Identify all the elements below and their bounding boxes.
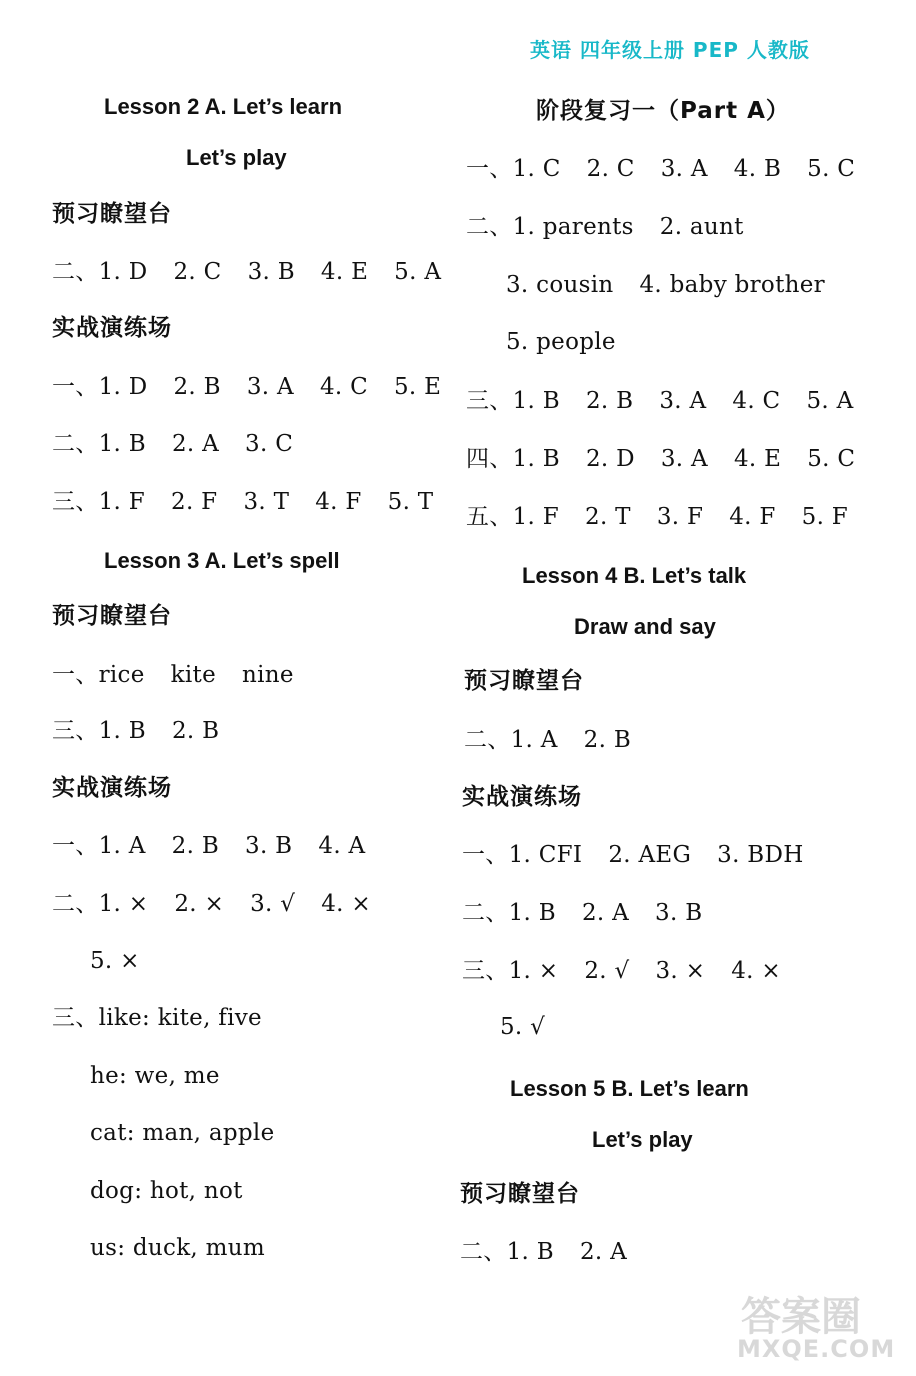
answer-item: 5. A — [806, 388, 854, 414]
answer-row — [462, 844, 804, 867]
answer-row — [52, 433, 293, 456]
section-preview: 预习瞭望台 — [464, 668, 584, 694]
answer-item: 一、1. CFI — [462, 842, 583, 868]
answer-item: 3. B — [245, 833, 293, 859]
answer-item: 5. A — [394, 259, 442, 285]
section-preview: 预习瞭望台 — [52, 201, 172, 227]
answer-row — [52, 261, 441, 284]
answer-item: 2. √ — [584, 958, 630, 984]
answer-item: 三、1. × — [462, 958, 559, 984]
lesson-4-subtitle: Draw and say — [574, 614, 716, 639]
answer-item: 三、1. F — [52, 489, 146, 515]
answer-item: 二、1. D — [52, 259, 148, 285]
lesson-2-subtitle: Let’s play — [186, 145, 287, 170]
answer-item: 一、1. C — [466, 156, 561, 182]
answer-item: 3. B — [247, 259, 295, 285]
answer-row — [52, 893, 371, 916]
answer-item: 四、1. B — [466, 446, 560, 472]
answer-item: 二、1. B — [52, 431, 146, 457]
answer-row — [506, 274, 825, 297]
answer-item: 2. × — [174, 891, 225, 917]
answer-item: 4. E — [733, 446, 782, 472]
answer-row — [466, 390, 854, 413]
answer-item: 2. B — [171, 718, 220, 744]
answer-item: 2. A — [171, 431, 220, 457]
answer-item: 二、1. parents — [466, 214, 634, 240]
answer-item: 5. C — [807, 156, 856, 182]
answer-item: 4. E — [320, 259, 369, 285]
answer-row — [462, 902, 702, 925]
answer-item: 3. A — [660, 156, 708, 182]
section-practice: 实战演练场 — [52, 775, 172, 801]
answer-row — [52, 376, 441, 399]
lesson-5-title: Lesson 5 B. Let’s learn — [510, 1076, 749, 1101]
section-practice: 实战演练场 — [52, 315, 172, 341]
answer-item: 二、1. A — [464, 727, 558, 753]
answer-item: 3. A — [659, 388, 707, 414]
answer-item: 一、rice — [52, 662, 145, 688]
answer-row — [466, 448, 855, 471]
answer-item: 一、1. D — [52, 374, 148, 400]
answer-item: 3. B — [655, 900, 703, 926]
lesson-5-subtitle: Let’s play — [592, 1127, 693, 1152]
answer-item: 二、1. B — [462, 900, 556, 926]
answer-item: 4. F — [729, 504, 776, 530]
answer-item: 4. × — [731, 958, 781, 984]
answer-item: 4. B — [733, 156, 782, 182]
answer-item: 2. T — [585, 504, 631, 530]
answer-row — [462, 960, 781, 983]
answer-row: cat: man, apple — [90, 1120, 275, 1146]
answer-row — [466, 158, 855, 181]
section-preview: 预习瞭望台 — [460, 1181, 580, 1207]
answer-item: 3. C — [245, 431, 294, 457]
answer-row: 5. √ — [500, 1014, 546, 1040]
answer-item: 3. A — [660, 446, 708, 472]
answer-item: 2. D — [585, 446, 635, 472]
answer-row — [466, 506, 848, 529]
answer-item: 3. F — [656, 504, 704, 530]
answer-item: 二、1. × — [52, 891, 149, 917]
answer-item: 2. C — [586, 156, 635, 182]
lesson-2-title: Lesson 2 A. Let’s learn — [104, 94, 343, 119]
watermark-url: MXQE.COM — [737, 1335, 896, 1363]
answer-row — [466, 216, 744, 239]
answer-row — [464, 729, 631, 752]
answer-item: 三、1. B — [466, 388, 560, 414]
answer-row — [52, 664, 294, 687]
answer-item: kite — [170, 662, 217, 688]
answer-item: 一、1. A — [52, 833, 146, 859]
answer-item: 2. B — [585, 388, 634, 414]
answer-item: 3. × — [655, 958, 706, 984]
answer-item: 2. A — [581, 900, 630, 926]
section-preview: 预习瞭望台 — [52, 603, 172, 629]
answer-item: 五、1. F — [466, 504, 560, 530]
answer-item: 4. baby brother — [639, 272, 825, 298]
answer-row: dog: hot, not — [90, 1178, 243, 1204]
answer-item: 2. B — [171, 833, 220, 859]
answer-row: 5. × — [90, 948, 140, 974]
answer-row: 三、like: kite, five — [52, 1005, 262, 1031]
answer-item: 4. F — [315, 489, 362, 515]
answer-item: 2. AEG — [608, 842, 692, 868]
lesson-4-title: Lesson 4 B. Let’s talk — [522, 563, 747, 588]
section-practice: 实战演练场 — [462, 784, 582, 810]
site-watermark — [735, 1285, 905, 1367]
answer-item: 5. T — [387, 489, 434, 515]
answer-item: 2. aunt — [659, 214, 744, 240]
answer-item: 2. C — [173, 259, 222, 285]
answer-item: 5. C — [807, 446, 856, 472]
answer-row: 5. people — [506, 329, 616, 355]
answer-item: 4. C — [732, 388, 781, 414]
review-title: 阶段复习一（Part A） — [536, 98, 790, 124]
lesson-3-title: Lesson 3 A. Let’s spell — [104, 548, 340, 573]
answer-item: 4. × — [321, 891, 371, 917]
book-header-tag: 英语 四年级上册 PEP 人教版 — [530, 38, 810, 62]
answer-row: he: we, me — [90, 1063, 220, 1089]
answer-item: 4. C — [319, 374, 368, 400]
answer-item: 3. cousin — [506, 272, 614, 298]
answer-item: 2. F — [171, 489, 218, 515]
answer-item: 2. A — [579, 1239, 628, 1265]
answer-item: 5. F — [801, 504, 849, 530]
answer-item: 三、1. B — [52, 718, 146, 744]
answer-row — [52, 720, 219, 743]
answer-item: 2. B — [583, 727, 632, 753]
answer-item: 2. B — [173, 374, 221, 400]
answer-item: 3. A — [246, 374, 294, 400]
answer-item: nine — [242, 662, 294, 688]
answer-row — [52, 491, 433, 514]
answer-item: 二、1. B — [460, 1239, 554, 1265]
answer-row — [52, 835, 365, 858]
answer-item: 5. E — [394, 374, 442, 400]
answer-item: 4. A — [318, 833, 366, 859]
answer-item: 3. √ — [250, 891, 296, 917]
answer-row — [460, 1241, 627, 1264]
answer-item: 3. T — [243, 489, 290, 515]
answer-item: 3. BDH — [717, 842, 804, 868]
watermark-logo-text: 答案圈 — [741, 1294, 861, 1340]
answer-row: us: duck, mum — [90, 1235, 265, 1261]
